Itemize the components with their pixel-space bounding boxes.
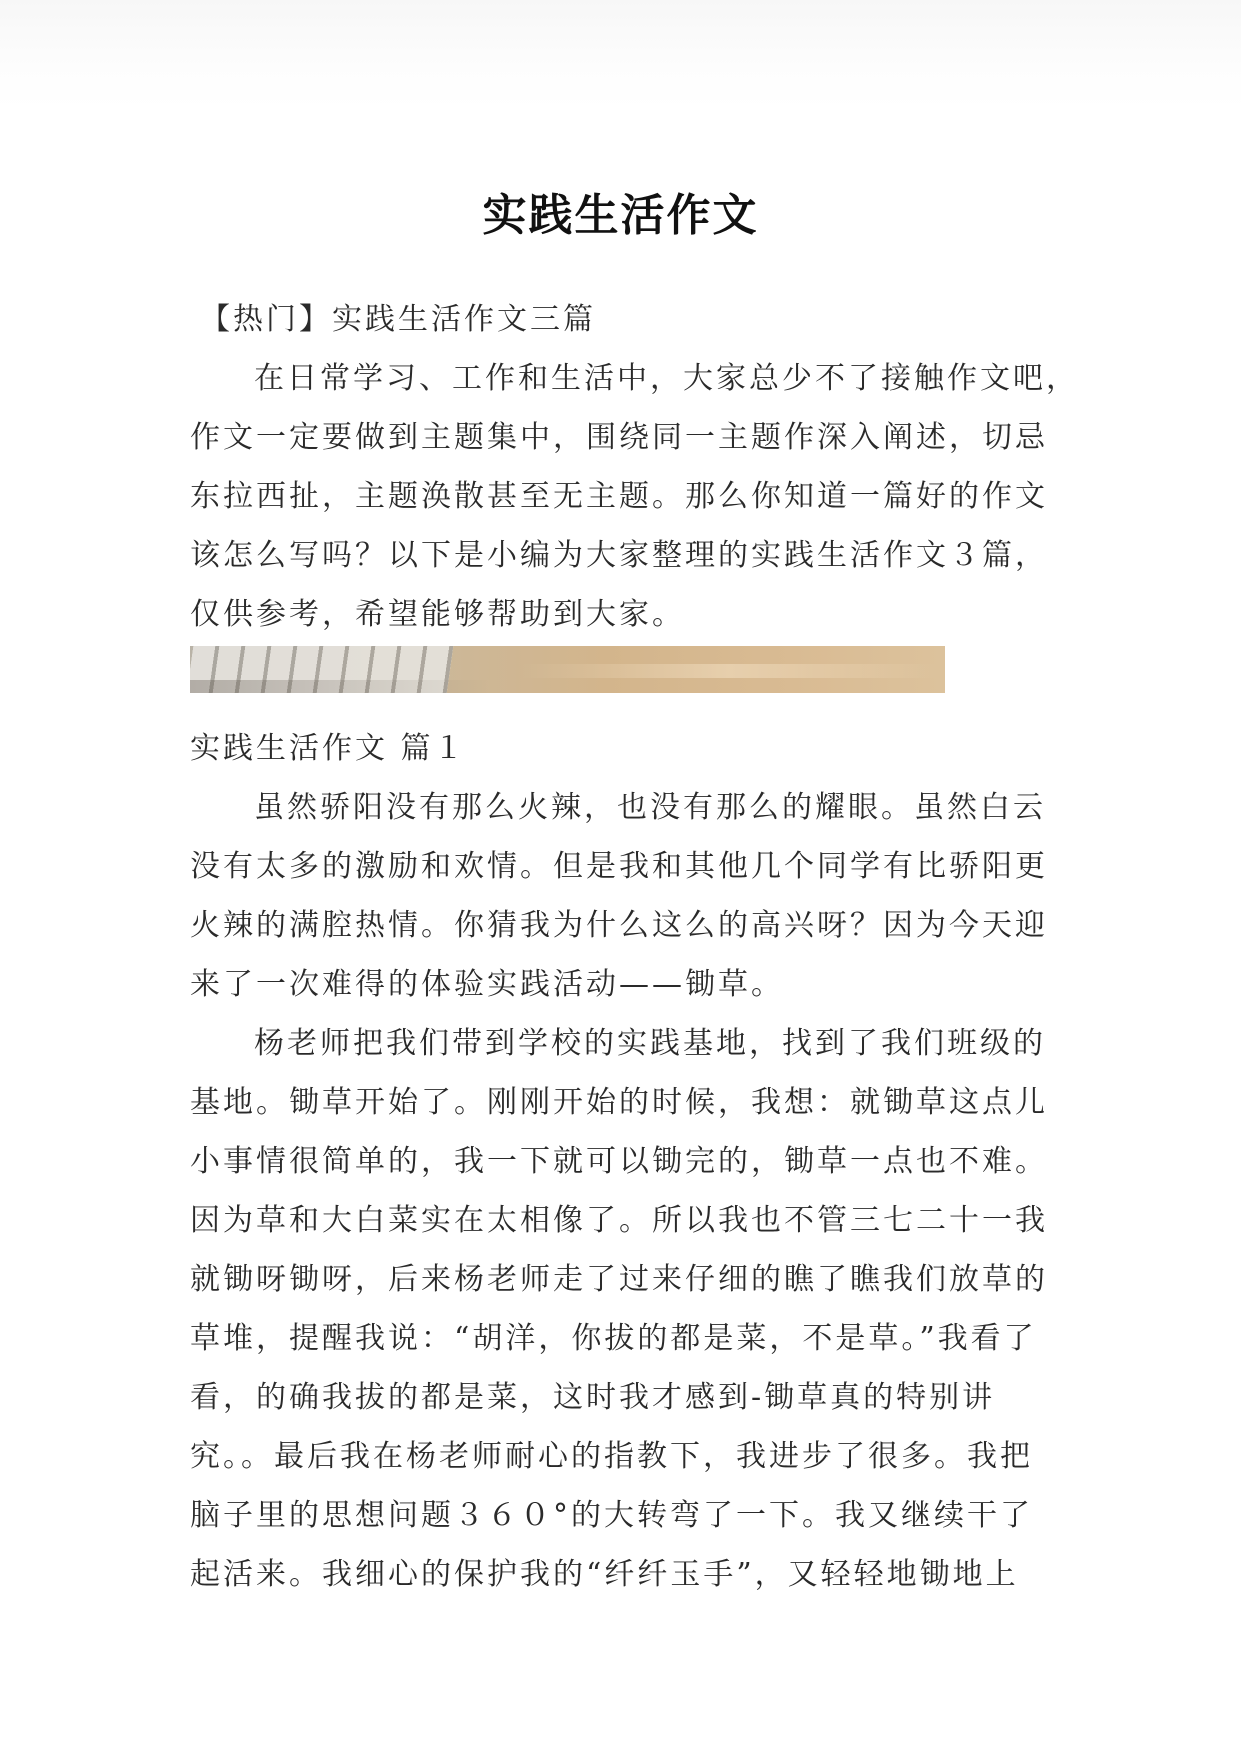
intro-line: 东拉西扯，主题涣散甚至无主题。那么你知道一篇好的作文 — [190, 479, 1048, 514]
document-subtitle: 【热门】实践生活作文三篇 — [200, 302, 596, 337]
paragraph-line: 因为草和大白菜实在太相像了。所以我也不管三七二十一我 — [190, 1203, 1048, 1238]
paragraph-line: 来了一次难得的体验实践活动——锄草。 — [190, 967, 784, 1002]
paragraph-line: 看，的确我拔的都是菜，这时我才感到-锄草真的特别讲 — [190, 1380, 996, 1415]
essay-paragraph-1 — [190, 778, 1070, 1014]
header-banner-image — [0, 0, 1241, 110]
paragraph-line: 杨老师把我们带到学校的实践基地，找到了我们班级的 — [254, 1026, 1046, 1061]
intro-line: 作文一定要做到主题集中，围绕同一主题作深入阐述，切忌 — [190, 420, 1048, 455]
paragraph-line: 火辣的满腔热情。你猜我为什么这么的高兴呀？因为今天迎 — [190, 908, 1048, 943]
keyboard-shadow-graphic — [190, 680, 490, 693]
paragraph-line: 虽然骄阳没有那么火辣，也没有那么的耀眼。虽然白云 — [254, 790, 1046, 825]
paragraph-line: 起活来。我细心的保护我的“纤纤玉手”，又轻轻地锄地上 — [190, 1557, 1019, 1592]
wood-grain-graphic — [520, 664, 940, 678]
keyboard-desk-photo — [190, 646, 945, 693]
paragraph-line: 没有太多的激励和欢情。但是我和其他几个同学有比骄阳更 — [190, 849, 1048, 884]
section-heading: 实践生活作文 篇１ — [190, 731, 467, 766]
paragraph-line: 究。。最后我在杨老师耐心的指教下，我进步了很多。我把 — [190, 1439, 1033, 1474]
document-body — [190, 290, 1079, 1604]
intro-line: 在日常学习、工作和生活中，大家总少不了接触作文吧， — [254, 361, 1079, 396]
paragraph-line: 小事情很简单的，我一下就可以锄完的，锄草一点也不难。 — [190, 1144, 1048, 1179]
paragraph-line: 脑子里的思想问题３６０°的大转弯了一下。我又继续干了 — [190, 1498, 1033, 1533]
paragraph-line: 草堆，提醒我说：“胡洋，你拔的都是菜，不是草。”我看了 — [190, 1321, 1037, 1356]
intro-line: 仅供参考，希望能够帮助到大家。 — [190, 597, 685, 632]
intro-line: 该怎么写吗？以下是小编为大家整理的实践生活作文３篇， — [190, 538, 1048, 573]
essay-paragraph-2 — [190, 1014, 1070, 1604]
paragraph-line: 就锄呀锄呀，后来杨老师走了过来仔细的瞧了瞧我们放草的 — [190, 1262, 1048, 1297]
intro-paragraph — [190, 349, 1079, 644]
paragraph-line: 基地。锄草开始了。刚刚开始的时候，我想：就锄草这点儿 — [190, 1085, 1048, 1120]
document-title: 实践生活作文 — [482, 190, 759, 242]
